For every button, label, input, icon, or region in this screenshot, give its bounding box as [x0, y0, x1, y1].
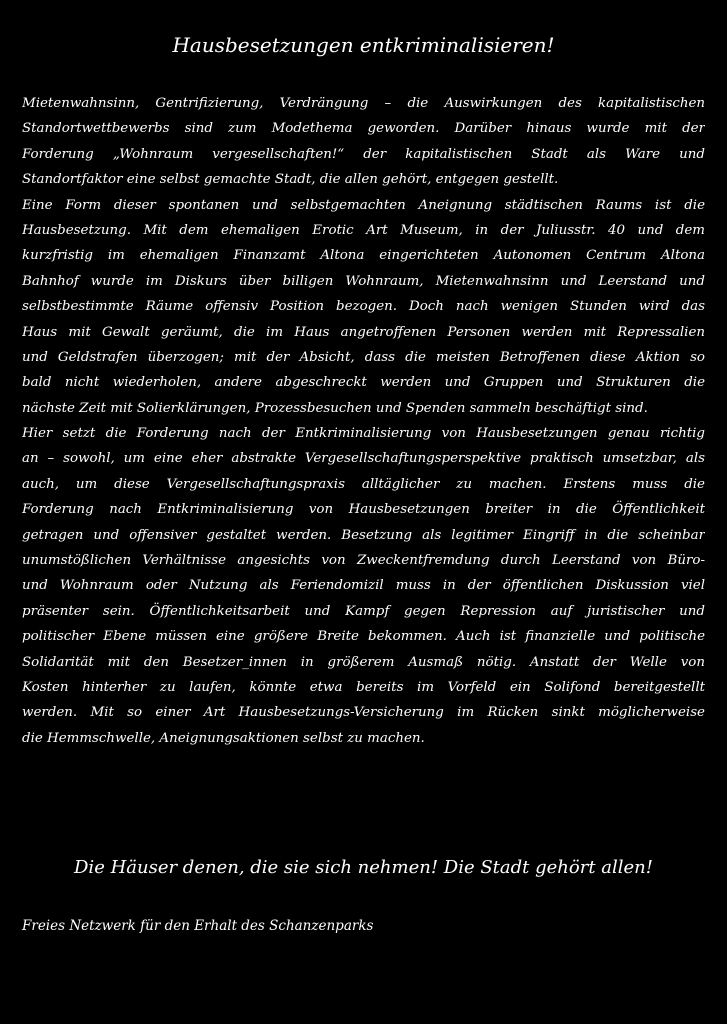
text-line: präsenter sein. Öffentlichkeitsarbeit und Kampf gegen Repression auf juristischer und: [22, 603, 705, 619]
text-line: politischer Ebene müssen eine größere Breite bekommen. Auch ist finanzielle und politische: [22, 629, 705, 645]
document-title: Hausbesetzungen entkriminalisieren!: [172, 33, 555, 57]
text-line: Hier setzt die Forderung nach der Entkriminalisierung von Hausbesetzungen genau richtig: [22, 426, 705, 442]
text-line: Standortwettbewerbs sind zum Modethema geworden. Darüber hinaus wurde mit der: [22, 121, 705, 137]
text-line: Haus mit Gewalt geräumt, die im Haus angetroffenen Personen werden mit Repressalien: [22, 324, 705, 340]
text-line: und Wohnraum oder Nutzung als Feriendomizil muss in der öffentlichen Diskussion viel: [22, 578, 705, 594]
text-line: Standortfaktor eine selbst gemachte Stadt, die allen gehört, entgegen gestellt.: [22, 172, 559, 188]
text-line: die Hemmschwelle, Aneignungsaktionen selbst zu machen.: [22, 730, 425, 746]
text-line: Mietenwahnsinn, Gentrifizierung, Verdrängung – die Auswirkungen des kapitalistischen: [22, 96, 705, 111]
text-line: bald nicht wiederholen, andere abgeschreckt werden und Gruppen und Strukturen die: [22, 375, 705, 391]
text-line: werden. Mit so einer Art Hausbesetzungs-Versicherung im Rücken sinkt möglicherweise: [22, 705, 705, 721]
text-line: Bahnhof wurde im Diskurs über billigen Wohnraum, Mietenwahnsinn und Leerstand und: [22, 273, 705, 289]
text-line: unumstößlichen Verhältnisse angesichts von Zweckentfremdung durch Leerstand von Büro-: [22, 553, 705, 569]
body-text: [22, 91, 705, 751]
text-line: Eine Form dieser spontanen und selbstgemachten Aneignung städtischen Raums ist die: [22, 197, 705, 213]
text-line: Kosten hinterher zu laufen, könnte etwa bereits im Vorfeld ein Solifond bereitgestellt: [22, 679, 705, 695]
text-line: Forderung „Wohnraum vergesellschaften!“ der kapitalistischen Stadt als Ware und: [22, 146, 705, 162]
text-line: und Geldstrafen überzogen; mit der Absicht, dass die meisten Betroffenen diese Aktion so: [22, 349, 705, 365]
text-line: an – sowohl, um eine eher abstrakte Vergesellschaftungsperspektive praktisch umsetzbar, als: [22, 451, 705, 467]
text-line: kurzfristig im ehemaligen Finanzamt Altona eingerichteten Autonomen Centrum Altona: [22, 248, 705, 264]
text-line: nächste Zeit mit Solierklärungen, Prozessbesuchen und Spenden sammeln beschäftigt sind.: [22, 400, 648, 416]
signature: Freies Netzwerk für den Erhalt des Schanzenparks: [22, 918, 374, 934]
text-line: Forderung nach Entkriminalisierung von Hausbesetzungen breiter in die Öffentlichkeit: [22, 502, 705, 518]
text-line: auch, um diese Vergesellschaftungspraxis alltäglicher zu machen. Erstens muss die: [22, 476, 705, 492]
slogan: Die Häuser denen, die sie sich nehmen! Die Stadt gehört allen!: [74, 857, 653, 878]
text-line: selbstbestimmte Räume offensiv Position bezogen. Doch nach wenigen Stunden wird das: [22, 299, 705, 315]
text-line: Hausbesetzung. Mit dem ehemaligen Erotic Art Museum, in der Juliusstr. 40 und dem: [22, 222, 705, 238]
text-line: Solidarität mit den Besetzer_innen in größerem Ausmaß nötig. Anstatt der Welle von: [22, 654, 705, 670]
text-line: getragen und offensiver gestaltet werden. Besetzung als legitimer Eingriff in die scheinbar: [22, 527, 705, 543]
